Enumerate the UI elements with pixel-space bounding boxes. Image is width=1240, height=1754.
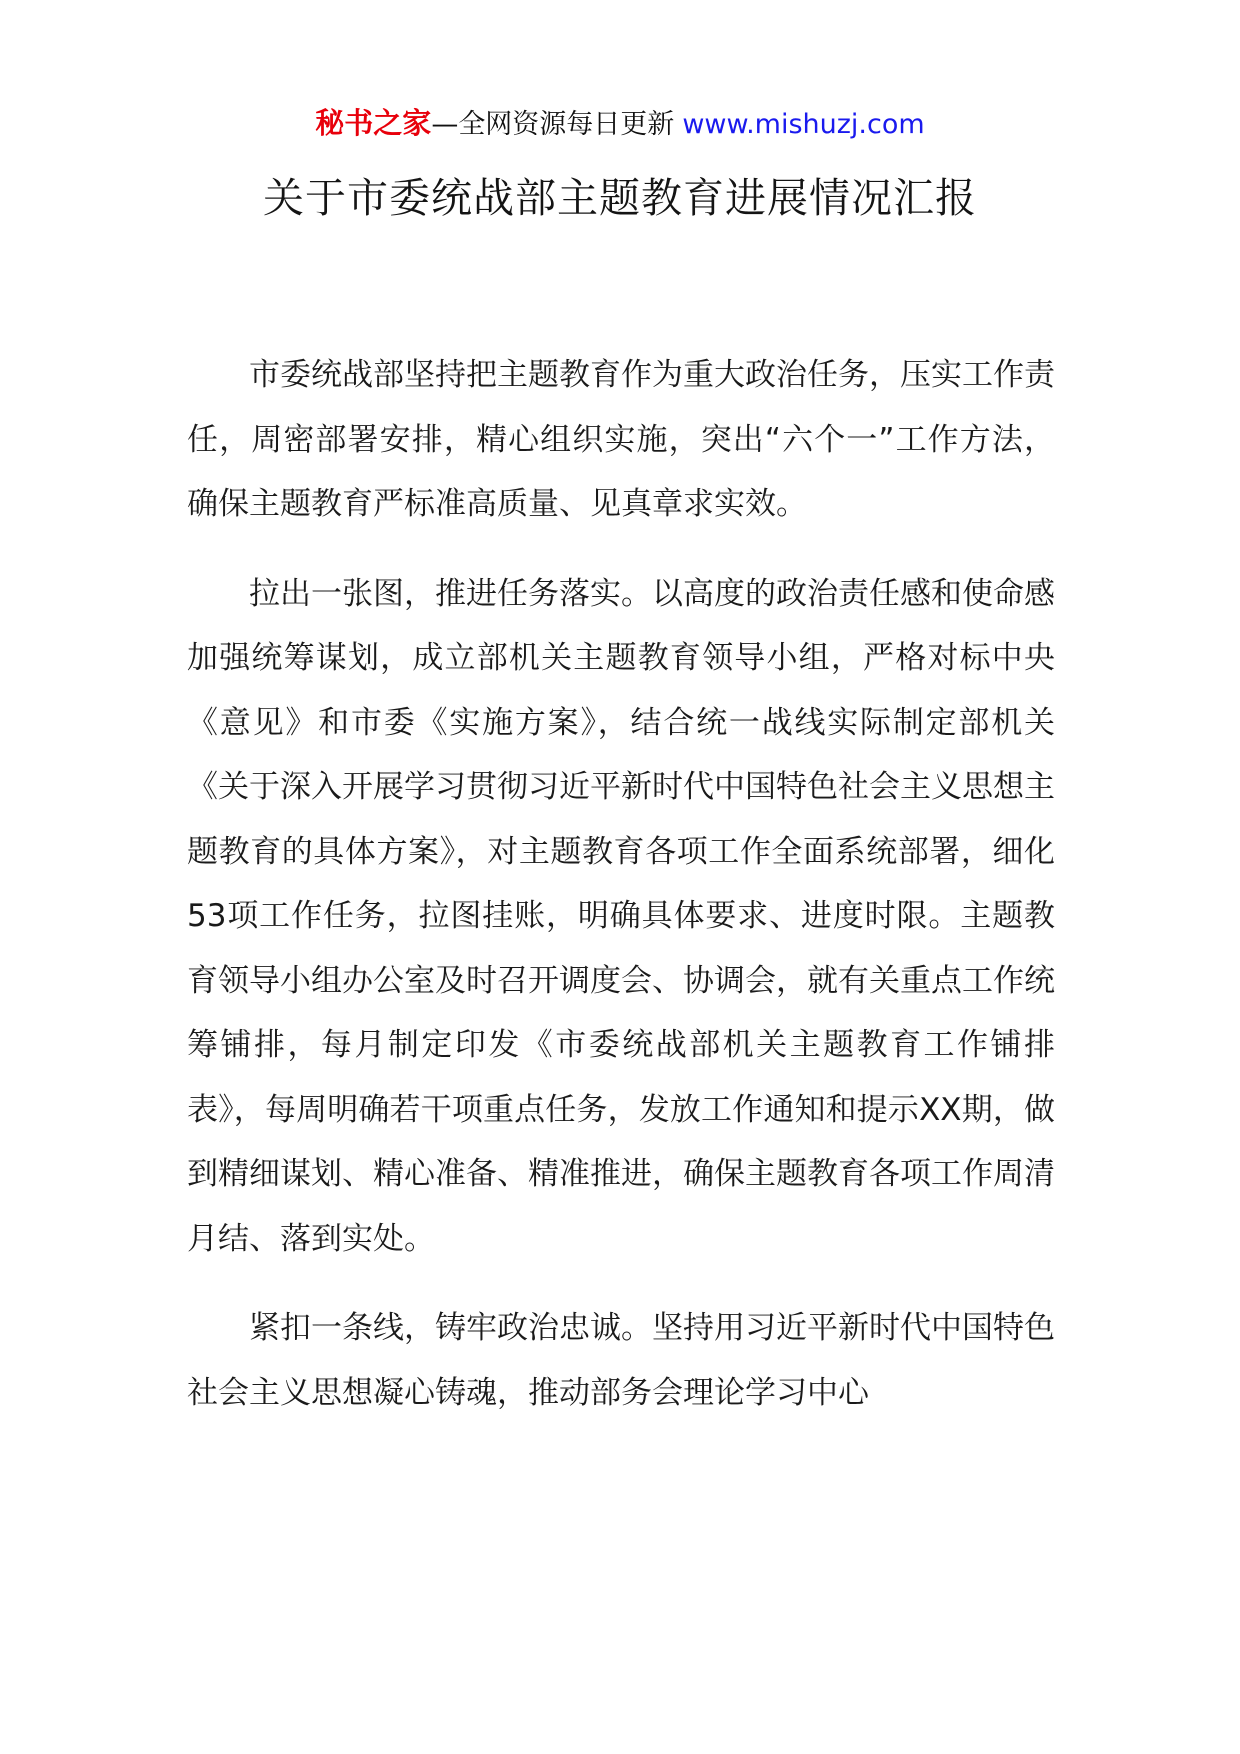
- site-url-link[interactable]: www.mishuzj.com: [682, 109, 925, 140]
- document-title: 关于市委统战部主题教育进展情况汇报: [263, 174, 977, 222]
- body-paragraph-2: 拉出一张图，推进任务落实。以高度的政治责任感和使命感加强统筹谋划，成立部机关主题教育领导小组，严格对标中央《意见》和市委《实施方案》，结合统一战线实际制定部机关《关于深入开展学习贯彻习近平新时代中国特色社会主义思想主题教育的具体方案》，对主题教育各项工作全面系统部署，细化53项工作任务，拉图挂账，明确具体要求、进度时限。主题教育领导小组办公室及时召开调度会、协调会，就有关重点工作统筹铺排，每月制定印发《市委统战部机关主题教育工作铺排表》，每周明确若干项重点任务，发放工作通知和提示XX期，做到精细谋划、精心准备、精准推进，确保主题教育各项工作周清月结、落到实处。: [187, 575, 1055, 1257]
- document-body: [187, 343, 1055, 1450]
- site-tagline: —全网资源每日更新: [431, 109, 675, 140]
- site-header: [0, 103, 1240, 145]
- body-paragraph-1: 市委统战部坚持把主题教育作为重大政治任务，压实工作责任，周密部署安排，精心组织实施，突出“六个一”工作方法，确保主题教育严标准高质量、见真章求实效。: [187, 357, 1055, 522]
- body-paragraph-3: 紧扣一条线，铸牢政治忠诚。坚持用习近平新时代中国特色社会主义思想凝心铸魂，推动部务会理论学习中心: [187, 1310, 1055, 1411]
- brand-name: 秘书之家: [315, 106, 432, 140]
